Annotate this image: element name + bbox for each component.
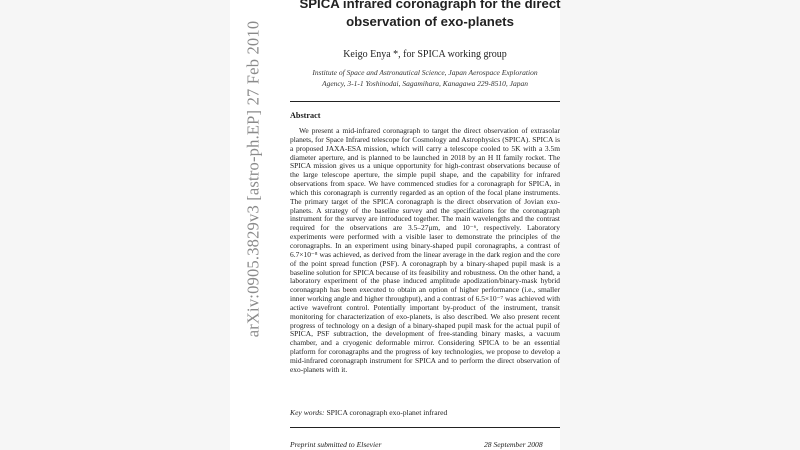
affiliation-line-2: Agency, 3-1-1 Yoshinodai, Sagamihara, Kanagawa 229-8510, Japan [322, 79, 528, 88]
arxiv-stamp-text: arXiv:0905.3829v3 [astro-ph.EP] 27 Feb 2010 [243, 20, 263, 338]
title-line-1: SPICA infrared coronagraph for the direct [299, 0, 561, 11]
title-line-2: observation of exo-planets [346, 14, 514, 29]
abstract-body [290, 127, 560, 375]
right-background [560, 0, 800, 450]
keywords-list: SPICA coronagraph exo-planet infrared [326, 408, 448, 417]
arxiv-stamp [238, 20, 268, 338]
abstract-top-rule [290, 101, 560, 102]
keywords-label: Key words: [290, 408, 325, 417]
keywords [290, 408, 447, 417]
abstract-bottom-rule [290, 427, 560, 428]
affiliation [290, 67, 560, 89]
author-line: Keigo Enya *, for SPICA working group [343, 49, 507, 60]
affiliation-line-1: Institute of Space and Astronautical Science, Japan Aerospace Exploration [312, 68, 538, 77]
left-background [0, 0, 240, 450]
footer-preprint: Preprint submitted to Elsevier [290, 440, 382, 449]
footer-date: 28 September 2008 [484, 440, 543, 449]
abstract-text: We present a mid-infrared coronagraph to target the direct observation of extrasolar planets, for Space Infrared telescope for Cosmology and Astrophysics (SPICA). SPICA is a proposed JAXA-ESA mission, which will carry a telescope cooled to 5K with a 3.5m diameter aperture, and is planned to be launched in 2018 by an H II family rocket. The SPICA mission gives us a unique opportunity for high-contrast observations because of the large telescope aperture, the simple pupil shape, and the capability for infrared observations from space. We have commenced studies for a coronagraph for SPICA, in which this coronagraph is currently regarded as an option of the focal plane instruments. The primary target of the SPICA coronagraph is the direct observation of Jovian exo-planets. A strategy of the baseline survey and the specifications for the coronagraph instrument for the survey are introduced together. The main wavelengths and the contrast required for the observations are 3.5–27μm, and 10⁻⁶, respectively. Laboratory experiments were performed with a visible laser to demonstrate the principles of the coronagraphs. In an experiment using binary-shaped pupil coronagraphs, a contrast of 6.7×10⁻⁸ was achieved, as derived from the linear average in the dark region and the core of the point spread function (PSF). A coronagraph by a binary-shaped pupil mask is a baseline solution for SPICA because of its feasibility and robustness. On the other hand, a laboratory experiment of the phase induced amplitude apodization/binary-mask hybrid coronagraph has been executed to obtain an option of higher performance (i.e., smaller inner working angle and higher throughput), and a contrast of 6.5×10⁻⁷ was achieved with active wavefront control. Potentially important by-product of the instrument, transit monitoring for characterization of exo-planets, is also described. We also present recent progress of technology on a design of a binary-shaped pupil mask for the actual pupil of SPICA, PSF subtraction, the development of free-standing binary masks, a vacuum chamber, and a cryogenic deformable mirror. Considering SPICA to be an essential platform for coronagraphs and the progress of key technologies, we propose to develop a mid-infrared coronagraph instrument for SPICA and to perform the direct observation of exo-planets with it. [290, 126, 560, 374]
abstract-heading: Abstract [290, 111, 321, 120]
paper-title [290, 0, 570, 31]
